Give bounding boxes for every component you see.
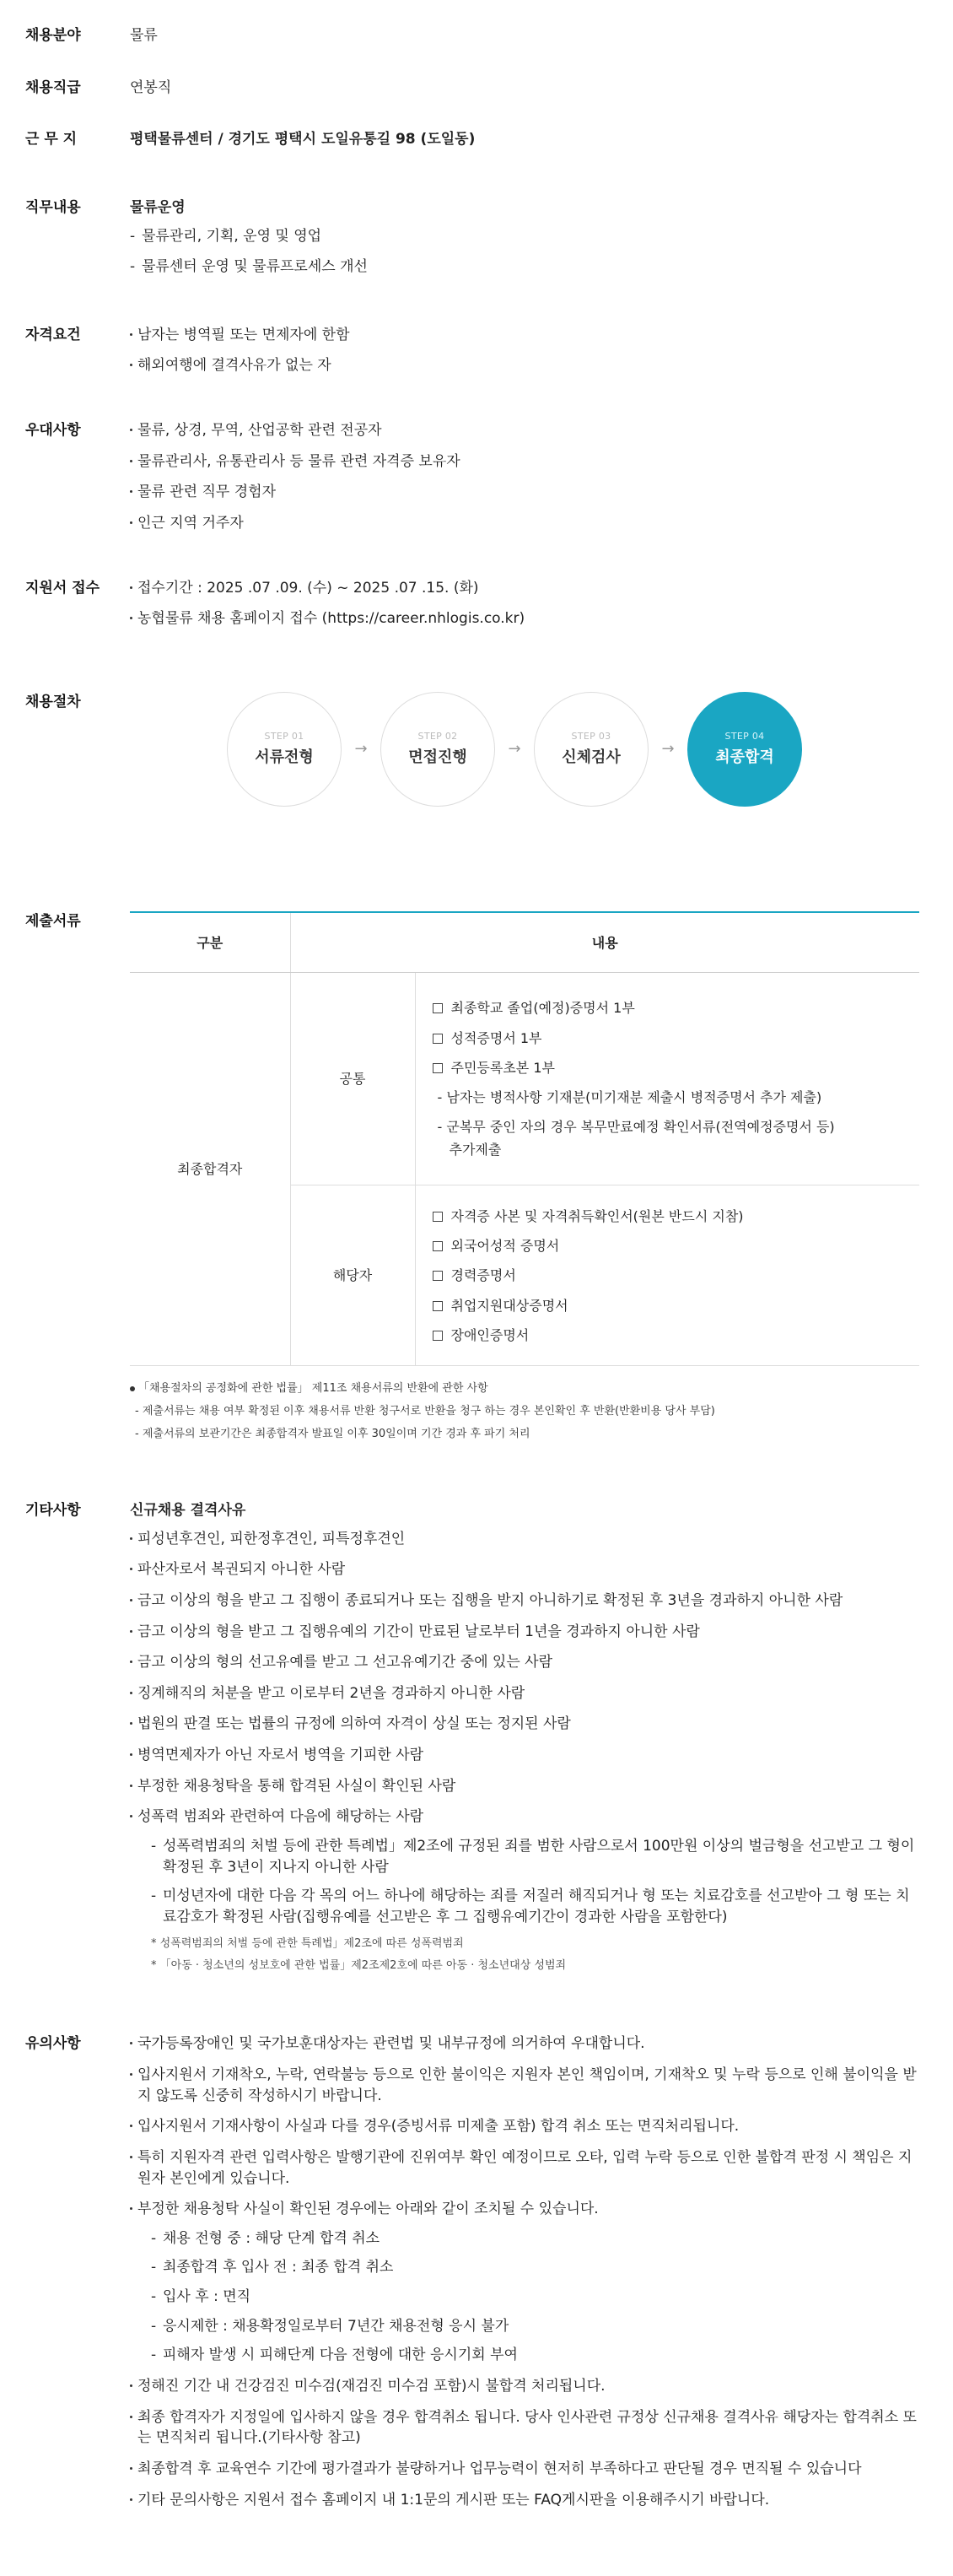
grade-value: 연봉직: [130, 78, 172, 96]
documents-footnotes: [130, 1381, 919, 1443]
caution-item: 정해진 기간 내 건강검진 미수검(재검진 미수검 포함)시 불합격 처리됩니다.: [130, 2376, 919, 2397]
disqualification-item: 금고 이상의 형을 받고 그 집행이 종료되거나 또는 집행을 받지 아니하기로 확정된 후 3년을 경과하지 아니한 사람: [130, 1590, 919, 1612]
caution-item: 입사지원서 기재착오, 누락, 연락불능 등으로 인한 불이익은 지원자 본인 책임이며, 기재착오 및 누락 등으로 인해 불이익을 받지 않도록 신중히 작성하시기 바랍니다.: [130, 2065, 919, 2106]
document-item: 장애인증명서: [433, 1326, 920, 1345]
documents-table: [130, 911, 919, 1367]
tiny-note: * 성폭력범죄의 처벌 등에 관한 특례법」제2조에 따른 성폭력범죄: [151, 1936, 464, 1950]
process-step-active: [687, 692, 802, 807]
process-step: [380, 692, 495, 807]
group-cell: 최종합격자: [130, 973, 290, 1366]
qualification-label: 자격요건: [25, 326, 81, 343]
duty-label: 직무내용: [25, 198, 81, 216]
checkbox-icon: [433, 1331, 443, 1341]
checkbox-icon: [433, 1241, 443, 1251]
step-number: STEP 04: [724, 730, 765, 742]
checkbox-icon: [433, 1212, 443, 1222]
disqualification-item: 금고 이상의 형을 받고 그 집행유예의 기간이 만료된 날로부터 1년을 경과하지 아니한 사람: [130, 1622, 919, 1643]
qualification-section: [0, 325, 953, 386]
disqualification-item: 징계해직의 처분을 받고 이로부터 2년을 경과하지 아니한 사람: [130, 1683, 919, 1704]
duty-item: - 물류관리, 기획, 운영 및 영업: [130, 226, 919, 247]
measure-item: - 최종합격 후 입사 전 : 최종 합격 취소: [151, 2257, 919, 2278]
caution-item: 기타 문의사항은 지원서 접수 홈페이지 내 1:1문의 게시판 또는 FAQ게시판을 이용해주시기 바랍니다.: [130, 2490, 919, 2511]
footnote-title: 「채용절차의 공정화에 관한 법률」 제11조 채용서류의 반환에 관한 사항: [138, 1382, 488, 1396]
preference-section: [0, 420, 953, 544]
tiny-note: * 「아동 · 청소년의 성보호에 관한 법률」제2조제2호에 따른 아동 · 청소년대상 성범죄: [151, 1959, 567, 1973]
measure-item: - 입사 후 : 면직: [151, 2287, 919, 2308]
preference-item: 물류, 상경, 무역, 산업공학 관련 전공자: [130, 420, 919, 441]
measure-item: - 응시제한 : 채용확정일로부터 7년간 채용전형 응시 불가: [151, 2316, 919, 2337]
document-item: 취업지원대상증명서: [433, 1296, 920, 1315]
step-name: 최종합격: [715, 748, 774, 766]
caution-item: 국가등록장애인 및 국가보훈대상자는 관련법 및 내부규정에 의거하여 우대합니다.: [130, 2033, 919, 2055]
apply-homepage[interactable]: 농협물류 채용 홈페이지 접수 (https://career.nhlogis.co.kr): [130, 608, 919, 629]
grade-section: [0, 78, 953, 99]
applicable-label: 해당자: [290, 1185, 415, 1366]
location-value: 평택물류센터 / 경기도 평택시 도일유통길 98 (도일동): [130, 131, 476, 149]
document-note: 추가제출: [449, 1142, 502, 1158]
step-name: 신체검사: [562, 748, 621, 766]
arrow-right-icon: →: [508, 739, 521, 758]
checkbox-icon: [433, 1063, 443, 1073]
checkbox-icon: [433, 1003, 443, 1013]
disqualification-item: 성폭력 범죄와 관련하여 다음에 해당하는 사람 - 성폭력범죄의 처벌 등에 관한 특례법」제2조에 규정된 죄를 범한 사람으로서 100만원 이상의 벌금형을 선고받고 그 형이 확정된 후 3년이 지나지 아니한 사람 - 미성년자에 대한 다음 각 목의 어느 하나에 해당하는 죄를 저질러 해직되거나 형 또는 치료감호를 선고받아 그 형 또는 치료감호가 확정된 사람(집행유예를 선고받은 후 그 집행유예기간이 경과한 사람을 포함한다) * 성폭력범죄의 처벌 등에 관한 특례법」제2조에 따른 성폭력범죄 * 「아동 · 청소년의 성보호에 관한 법률」제2조제2호에 따른 아동 · 청소년대상 성범죄: [130, 1806, 919, 1974]
other-title: 신규채용 결격사유: [130, 1502, 246, 1519]
disqualification-item: 법원의 판결 또는 법률의 규정에 의하여 자격이 상실 또는 정지된 사람: [130, 1714, 919, 1735]
step-number: STEP 01: [264, 730, 304, 742]
process-section: [0, 692, 953, 807]
measure-item: - 피해자 발생 시 피해단계 다음 전형에 대한 응시기회 부여: [151, 2345, 919, 2366]
document-item: 최종학교 졸업(예정)증명서 1부: [433, 998, 920, 1018]
apply-period: 접수기간 : 2025 .07 .09. (수) ~ 2025 .07 .15. (화): [130, 578, 919, 599]
sub-item: - 미성년자에 대한 다음 각 목의 어느 하나에 해당하는 죄를 저질러 해직되거나 형 또는 치료감호를 선고받아 그 형 또는 치료감호가 확정된 사람(집행유예를 선고받은 후 그 집행유예기간이 경과한 사람을 포함한다): [151, 1886, 919, 1927]
measure-item: - 채용 전형 중 : 해당 단계 합격 취소: [151, 2228, 919, 2249]
disqualification-item: 피성년후견인, 피한정후견인, 피특정후견인: [130, 1529, 919, 1550]
sub-item: - 성폭력범죄의 처벌 등에 관한 특례법」제2조에 규정된 죄를 범한 사람으로서 100만원 이상의 벌금형을 선고받고 그 형이 확정된 후 3년이 지나지 아니한 사람: [151, 1836, 919, 1877]
table-header: 구분: [130, 912, 290, 973]
other-section: [0, 1500, 953, 1985]
disqualification-item: 금고 이상의 형의 선고유예를 받고 그 선고유예기간 중에 있는 사람: [130, 1652, 919, 1673]
field-label: 채용분야: [25, 27, 81, 44]
document-item: 주민등록초본 1부: [433, 1058, 920, 1077]
caution-item: 최종 합격자가 지정일에 입사하지 않을 경우 합격취소 됩니다. 당사 인사관련 규정상 신규채용 결격사유 해당자는 합격취소 또는 면직처리 됩니다.(기타사항 참고): [130, 2407, 919, 2449]
step-name: 면접진행: [408, 748, 467, 766]
duty-item: - 물류센터 운영 및 물류프로세스 개선: [130, 257, 919, 278]
caution-item: 입사지원서 기재사항이 사실과 다를 경우(증빙서류 미제출 포함) 합격 취소 또는 면직처리됩니다.: [130, 2116, 919, 2137]
preference-label: 우대사항: [25, 422, 81, 440]
field-value: 물류: [130, 27, 158, 44]
caution-label: 유의사항: [25, 2035, 81, 2053]
duty-title: 물류운영: [130, 198, 186, 216]
documents-label: 제출서류: [25, 912, 81, 930]
document-item: 자격증 사본 및 자격취득확인서(원본 반드시 지참): [433, 1207, 920, 1226]
documents-section: [0, 911, 953, 1450]
checkbox-icon: [433, 1271, 443, 1281]
disqualification-item: 병역면제자가 아닌 자로서 병역을 기피한 사람: [130, 1745, 919, 1766]
arrow-right-icon: →: [661, 739, 675, 758]
common-label: 공통: [290, 973, 415, 1185]
process-steps: [227, 692, 919, 807]
document-item: 경력증명서: [433, 1266, 920, 1285]
preference-item: 인근 지역 거주자: [130, 513, 919, 534]
checkbox-icon: [433, 1034, 443, 1044]
step-number: STEP 02: [417, 730, 458, 742]
document-item: 외국어성적 증명서: [433, 1236, 920, 1256]
disqualification-item: 부정한 채용청탁을 통해 합격된 사실이 확인된 사람: [130, 1776, 919, 1797]
footnote-item: - 제출서류의 보관기간은 최종합격자 발표일 이후 30일이며 기간 경과 후 파기 처리: [135, 1428, 530, 1441]
location-section: [0, 129, 953, 150]
caution-item: 부정한 채용청탁 사실이 확인된 경우에는 아래와 같이 조치될 수 있습니다. - 채용 전형 중 : 해당 단계 합격 취소 - 최종합격 후 입사 전 : 최종 합격 취소 - 입사 후 : 면직 - 응시제한 : 채용확정일로부터 7년간 채용전형 응시 불가 - 피해자 발생 시 피해단계 다음 전형에 대한 응시기회 부여: [130, 2199, 919, 2366]
footnote-item: - 제출서류는 채용 여부 확정된 이후 채용서류 반환 청구서로 반환을 청구 하는 경우 본인확인 후 반환(반환비용 당사 부담): [135, 1405, 715, 1418]
caution-item: 특히 지원자격 관련 입력사항은 발행기관에 진위여부 확인 예정이므로 오타, 입력 누락 등으로 인한 불합격 판정 시 책임은 지원자 본인에게 있습니다.: [130, 2147, 919, 2189]
caution-section: [0, 2033, 953, 2520]
step-name: 서류전형: [255, 748, 314, 766]
disqualification-item: 파산자로서 복권되지 아니한 사람: [130, 1559, 919, 1580]
other-label: 기타사항: [25, 1502, 81, 1519]
apply-label: 지원서 접수: [25, 579, 100, 597]
qualification-item: 남자는 병역필 또는 면제자에 한함: [130, 325, 919, 346]
document-note: - 군복무 중인 자의 경우 복무만료예정 확인서류(전역예정증명서 등): [437, 1119, 835, 1136]
table-header: 내용: [290, 912, 919, 973]
table-row: [130, 973, 919, 1185]
location-label: 근 무 지: [25, 131, 78, 149]
preference-item: 물류 관련 직무 경험자: [130, 482, 919, 503]
caution-item: 최종합격 후 교육연수 기간에 평가결과가 불량하거나 업무능력이 현저히 부족하다고 판단될 경우 면직될 수 있습니다: [130, 2459, 919, 2480]
bullet-icon: [130, 1386, 135, 1391]
process-label: 채용절차: [25, 693, 81, 710]
grade-label: 채용직급: [25, 78, 81, 96]
apply-section: [0, 578, 953, 640]
duty-section: [0, 197, 953, 288]
document-note: - 남자는 병적사항 기재분(미기재분 제출시 병적증명서 추가 제출): [437, 1088, 822, 1105]
checkbox-icon: [433, 1301, 443, 1311]
document-item: 성적증명서 1부: [433, 1029, 920, 1048]
step-number: STEP 03: [571, 730, 611, 742]
field-section: [0, 25, 953, 46]
process-step: [227, 692, 342, 807]
arrow-right-icon: →: [354, 739, 368, 758]
process-step: [534, 692, 649, 807]
qualification-item: 해외여행에 결격사유가 없는 자: [130, 355, 919, 376]
preference-item: 물류관리사, 유통관리사 등 물류 관련 자격증 보유자: [130, 451, 919, 473]
